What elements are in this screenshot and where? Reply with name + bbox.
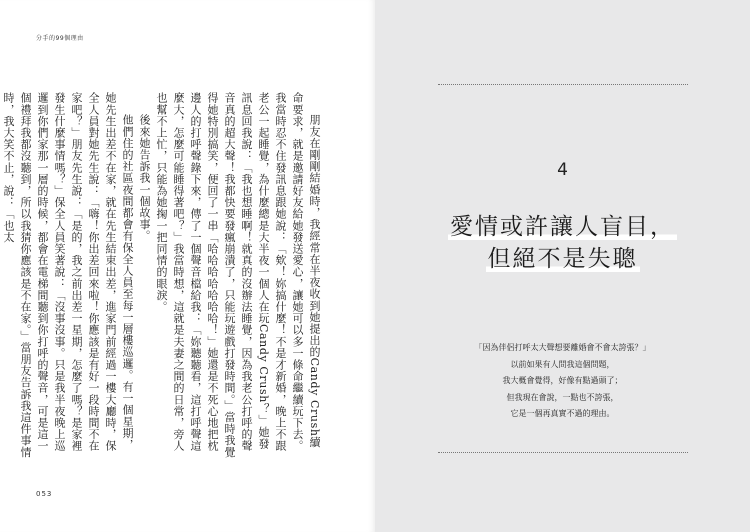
epigraph-line: 「因為伴侶打呼太大聲想要離婚會不會太誇張？」 — [474, 343, 651, 352]
epigraph-line: 以前如果有人問我這個問題， — [510, 359, 615, 369]
running-head: 分手的99個理由 — [36, 35, 84, 42]
right-page — [375, 0, 750, 532]
top-dotted-rule — [438, 84, 688, 85]
chapter-number: 4 — [557, 160, 568, 180]
body-text — [2, 92, 323, 458]
chapter-title-text: 愛情或許讓人盲目， — [450, 214, 675, 240]
chapter-title-line-2 — [375, 240, 750, 273]
epigraph — [375, 340, 750, 423]
epigraph-line: 但我現在會說，一點也不誇張， — [506, 392, 619, 402]
page-number: 053 — [36, 490, 53, 498]
chapter-title-line-1 — [375, 208, 750, 241]
chapter-title-text: 但絕不是失聰 — [487, 246, 638, 272]
epigraph-line: 它是一個再真實不過的理由。 — [510, 409, 615, 418]
bottom-dotted-rule — [438, 452, 688, 453]
paragraph: 朋友在剛剛結婚時，我經常在半夜收到她提出的Candy Crush續命要求，就是邀請好友給她發送愛心，讓她可以多一條命繼續玩下去。我當時忍不住發訊息跟她說：「欸！妳搞什麼！不是才新婚，晚上不跟老公一起睡覺，為什麼總是大半夜一個人在玩Candy Crush？」她發訊息回我說：「我也想睡啊！就真的沒辦法睡覺，因為我老公打呼的聲音真的超大聲！我都快要發瘋崩潰了，只能玩遊戲打發時間。」當時我覺得她特別搞笑，便回了一串「哈哈哈哈哈哈哈！」她還是不死心地把枕邊人的打呼聲錄下來，傳了一個聲音檔給我：「妳聽聽看，這打呼聲這麼大，怎麼可能睡得著吧？」我當時想，這就是夫妻之間的日常，旁人也幫不上忙，只能為她掬一把同情的眼淚。 — [155, 92, 321, 458]
paragraph: 他們住的社區夜間都會有保全人員至每一層樓巡邏。有一個星期，她先生出差不在家，就在先生結束出差，進家門前經過一樓大廳時，保全人員對她先生說：「嗨！你出差回來啦！你應該是有好一段時間不在家吧？」朋友先生說：「是的，我之前出差一星期，怎麼了嗎？是家裡發生什麼事情嗎？」保全人員笑著說：「沒事沒事。只是我半夜晚上巡邏到你們家那一層的時候，都會在電梯間聽到你打呼的聲音，可是這一個禮拜我都沒聽到，所以我猜你應該是不在家。」當朋友告訴我這件事情時，我大笑不止，說：「也太 — [2, 92, 134, 458]
paragraph: 後來她告訴我一個故事。 — [138, 114, 151, 242]
epigraph-line: 我大概會覺得，好像有點過頭了； — [502, 376, 623, 385]
